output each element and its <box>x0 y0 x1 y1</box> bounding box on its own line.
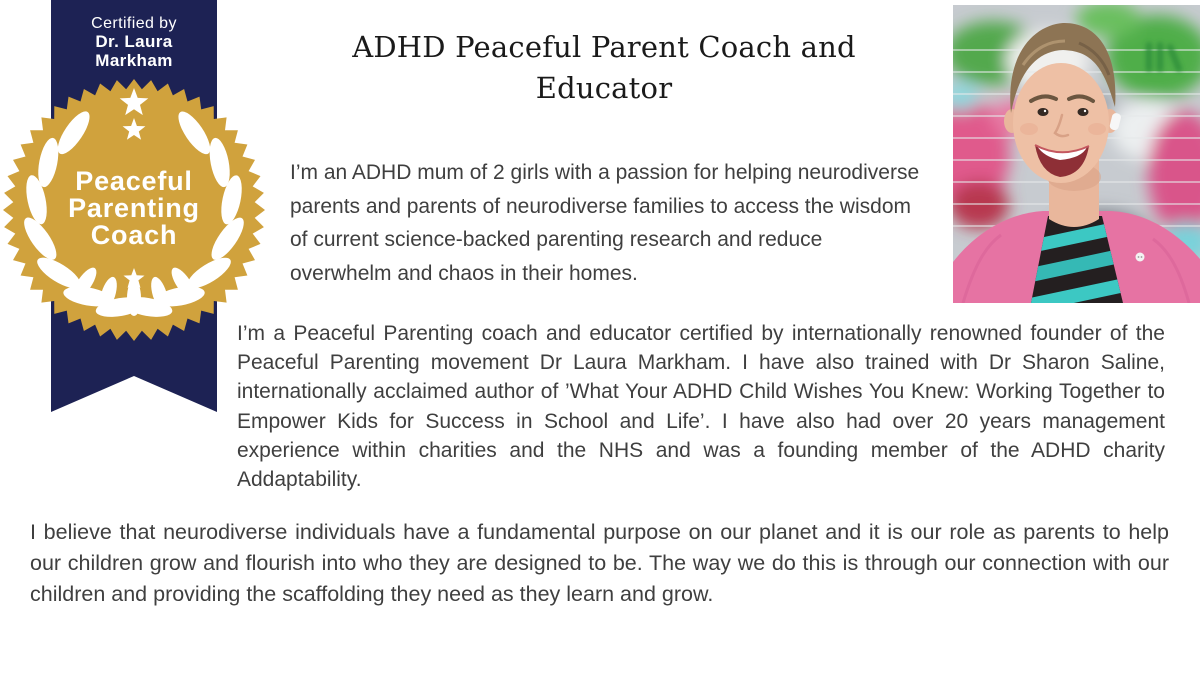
intro-paragraph: I’m an ADHD mum of 2 girls with a passion for helping neurodiverse parents and parents of neurodiverse families to access the wisdom of current science-backed parenting research and reduce overwhelm and chaos in their homes. <box>290 161 920 285</box>
seal-text: Coach <box>90 220 178 250</box>
page-title <box>300 27 908 109</box>
title-line-2: Educator <box>535 71 673 105</box>
ribbon-text: Certified by <box>91 15 177 32</box>
title-line-1: ADHD Peaceful Parent Coach and <box>352 30 856 64</box>
certification-paragraph: I’m a Peaceful Parenting coach and educator certified by internationally renowned founder of the Peaceful Parenting movement Dr Laura Markham. I have also trained with Dr Sharon Saline, internationally acclaimed author of ’What Your ADHD Child Wishes You Knew: Working Together to Empower Kids for Success in School and Life’. I have also had over 20 years management experience within charities and the NHS and was a founding member of the ADHD charity Addaptability. <box>237 322 1165 492</box>
seal-text: Parenting <box>68 193 200 223</box>
ribbon-text: Markham <box>95 51 173 70</box>
seal-text: Peaceful <box>75 166 193 196</box>
profile-photo <box>953 5 1200 303</box>
ribbon-text: Dr. Laura <box>95 32 173 51</box>
belief-paragraph: I believe that neurodiverse individuals have a fundamental purpose on our planet and it is our role as parents to help our children grow and flourish into who they are designed to be. The way we do this is through our connection with our children and providing the scaffolding they need as they learn and grow. <box>30 520 1169 606</box>
